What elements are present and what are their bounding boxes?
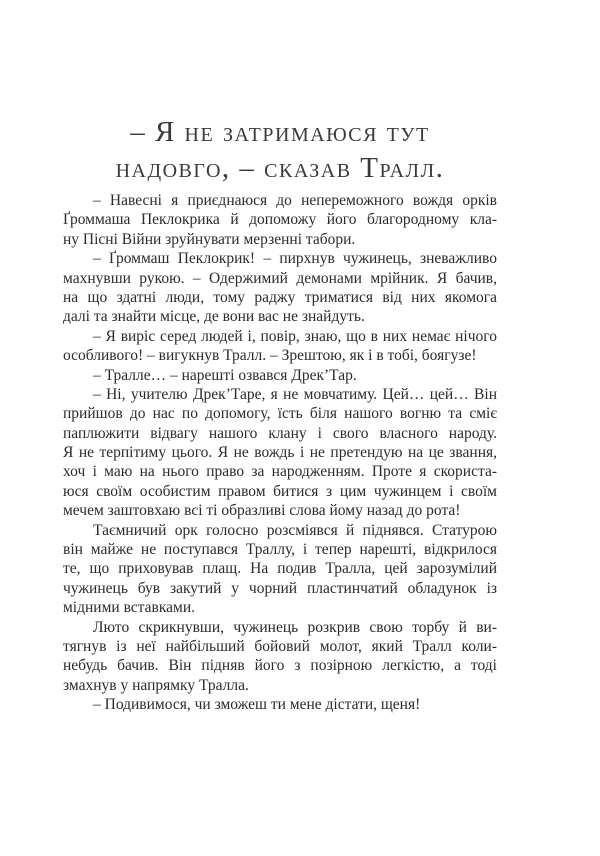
text-line: – Ґроммаш Пеклокрик! – пирхнув чужинець, зневажливо <box>93 250 497 268</box>
text-line: хоч і маю на нього право за народженням. Проте я скориста- <box>63 463 497 481</box>
text-line: паплюжити відвагу нашого клану і свого власного народу. <box>63 424 497 442</box>
chapter-heading-line-2: надовго, – сказав Тралл. <box>115 152 445 184</box>
chapter-heading-line-1: – Я не затримаюся тут <box>130 116 430 148</box>
text-line: Я не терпітиму цього. Я не вождь і не претендую на це звання, <box>63 444 497 462</box>
text-line: тягнув із неї найбільший бойовий молот, який Тралл коли- <box>63 637 497 655</box>
text-line: – Ні, учителю Дрек’Таре, я не мовчатиму. Цей… цей… Він <box>93 385 497 403</box>
text-line: – Тралле… – нарешті озвався Дрек’Тар. <box>93 366 357 384</box>
paragraph <box>63 385 497 521</box>
paragraph <box>63 366 497 385</box>
paragraph <box>63 327 497 366</box>
text-line: те, що приховував плащ. На подив Тралла, цей зарозумілий <box>63 560 497 578</box>
text-line: змахнув у напрямку Тралла. <box>63 676 249 694</box>
text-line: ну Пісні Війни зруйнувати мерзенні табори. <box>63 230 356 248</box>
paragraph <box>63 618 497 696</box>
text-column <box>63 0 497 856</box>
text-line: небудь бачив. Він підняв його з позірною легкістю, а тоді <box>63 657 497 675</box>
text-line: – Я виріс серед людей і, повір, знаю, що в них немає нічого <box>93 327 497 345</box>
chapter-heading <box>63 0 497 186</box>
paragraph <box>63 249 497 327</box>
text-line: далі та знайти місце, де вони вас не знайдуть. <box>63 308 365 326</box>
paragraph <box>63 521 497 618</box>
text-line: – Подивимося, чи зможеш ти мене дістати, щеня! <box>93 696 421 714</box>
text-line: махнувши рукою. – Одержимий демонами мрійник. Я бачив, <box>63 269 497 287</box>
text-line: мечем заштовхаю всі ті образливі слова йому назад до рота! <box>63 502 461 520</box>
text-line: – Навесні я приєднаюся до непереможного вождя орків <box>93 192 497 209</box>
text-line: чужинець був закутий у чорний пластинчатий обладунок із <box>63 579 497 597</box>
paragraph <box>63 695 497 714</box>
text-line: на що здатні люди, тому раджу триматися від них якомога <box>63 288 497 306</box>
body-text <box>63 191 497 715</box>
text-line: юся своїм особистим правом битися з цим чужинцем і своїм <box>63 482 497 500</box>
text-line: він майже не поступався Траллу, і тепер нарешті, відкрилося <box>63 541 497 559</box>
text-line: мідними вставками. <box>63 599 195 617</box>
text-line: Люто скрикнувши, чужинець розкрив свою торбу й ви- <box>93 618 497 636</box>
paragraph <box>63 191 497 249</box>
text-line: прийшов до нас по допомогу, їсть біля нашого вогню та сміє <box>63 405 497 423</box>
text-line: особливого! – вигукнув Тралл. – Зрештою, як і в тобі, боягузе! <box>63 347 477 365</box>
text-line: Таємничий орк голосно розсміявся й піднявся. Статурою <box>93 521 497 539</box>
text-line: Ґроммаша Пеклокрика й допоможу його благородному кла- <box>63 211 497 229</box>
